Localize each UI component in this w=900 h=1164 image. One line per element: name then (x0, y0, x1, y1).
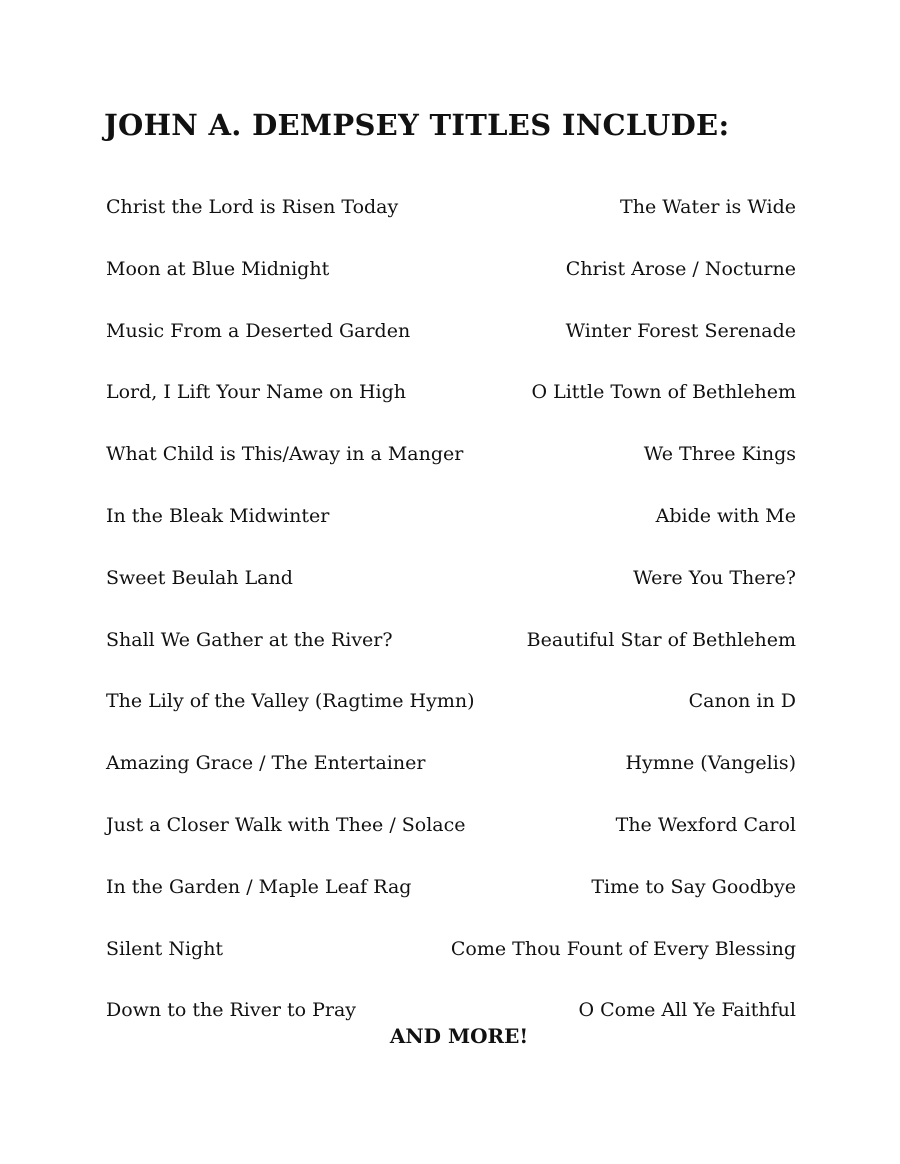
list-item (106, 623, 796, 685)
title-right: Time to Say Goodbye (591, 875, 796, 898)
title-left: Shall We Gather at the River? (106, 628, 393, 651)
title-right: O Come All Ye Faithful (578, 999, 796, 1022)
list-item (106, 684, 796, 746)
list-item (106, 808, 796, 870)
title-right: Abide with Me (655, 504, 796, 527)
title-left: Just a Closer Walk with Thee / Solace (106, 813, 466, 836)
title-right: Hymne (Vangelis) (625, 752, 796, 775)
title-right: O Little Town of Bethlehem (531, 381, 796, 404)
title-left: Sweet Beulah Land (106, 566, 293, 589)
list-item (106, 499, 796, 561)
list-item (106, 437, 796, 499)
list-item (106, 314, 796, 376)
title-right: Canon in D (688, 690, 796, 713)
title-left: In the Garden / Maple Leaf Rag (106, 875, 412, 898)
list-item (106, 252, 796, 314)
titles-list (106, 190, 796, 1055)
title-left: In the Bleak Midwinter (106, 504, 330, 527)
list-item (106, 870, 796, 932)
title-left: What Child is This/Away in a Manger (106, 443, 464, 466)
title-left: Down to the River to Pray (106, 999, 357, 1022)
list-item (106, 561, 796, 623)
title-left: Lord, I Lift Your Name on High (106, 381, 407, 404)
list-item (106, 375, 796, 437)
title-right: Christ Arose / Nocturne (565, 257, 796, 280)
list-item (106, 932, 796, 994)
title-right: Were You There? (633, 566, 796, 589)
title-left: Amazing Grace / The Entertainer (106, 752, 426, 775)
title-left: Silent Night (106, 937, 224, 960)
title-right: The Water is Wide (620, 196, 796, 218)
title-left: Moon at Blue Midnight (106, 257, 330, 280)
list-item (106, 190, 796, 252)
title-left: Christ the Lord is Risen Today (106, 196, 399, 218)
and-more-footer: AND MORE! (389, 1024, 529, 1048)
title-right: The Wexford Carol (615, 813, 796, 836)
list-item (106, 746, 796, 808)
title-left: Music From a Deserted Garden (106, 319, 411, 342)
title-right: Winter Forest Serenade (565, 319, 796, 342)
page-title: JOHN A. DEMPSEY TITLES INCLUDE: (104, 108, 730, 142)
title-right: We Three Kings (643, 443, 796, 466)
title-right: Come Thou Fount of Every Blessing (450, 937, 796, 960)
title-right: Beautiful Star of Bethlehem (526, 628, 796, 651)
title-left: The Lily of the Valley (Ragtime Hymn) (106, 690, 475, 713)
